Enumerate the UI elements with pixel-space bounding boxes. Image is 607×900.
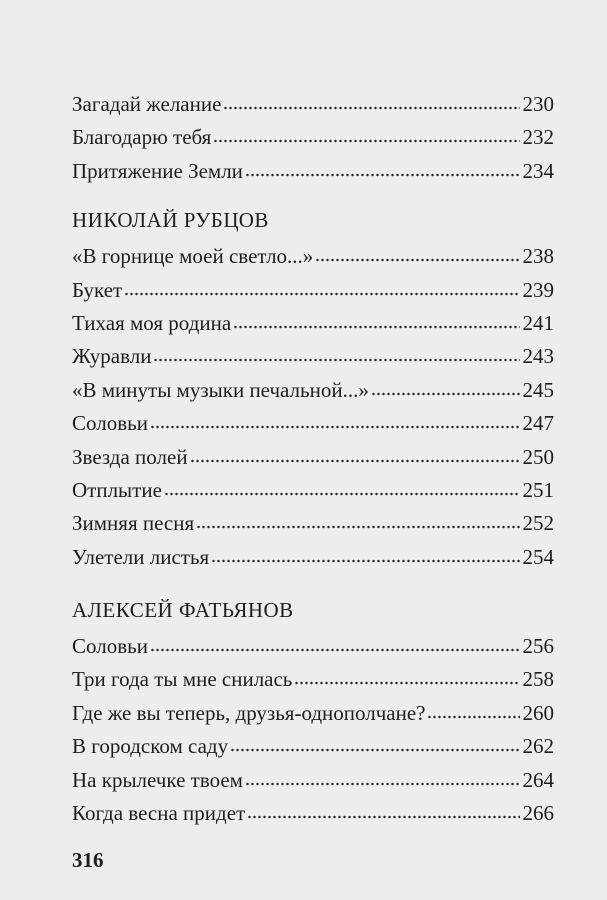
toc-entry-page: 262: [522, 734, 554, 759]
toc-entry-title: Загадай желание: [72, 92, 222, 116]
toc-entry: [72, 507, 554, 540]
toc-entry: [72, 407, 554, 440]
toc-entry: [72, 630, 554, 663]
dot-leader: [371, 392, 520, 396]
dot-leader: [245, 782, 520, 786]
toc-entry: [72, 307, 554, 340]
toc-entry-title: Тихая моя родина: [72, 310, 232, 335]
toc-entry-page: 239: [522, 277, 554, 302]
toc-entry-page: 260: [522, 700, 554, 725]
toc-entry-title: «В минуты музыки печальной...»: [72, 377, 369, 402]
toc-entry-title: Когда весна придет: [72, 801, 246, 826]
toc-entry-title: На крылечке твоем: [72, 767, 243, 792]
toc-entry-page: 250: [522, 444, 554, 469]
toc-entry: [72, 764, 554, 797]
dot-leader: [230, 748, 519, 752]
toc-entry-title: Благодарю тебя: [72, 125, 212, 150]
toc-section: [72, 593, 554, 830]
toc-entry-title: Притяжение Земли: [72, 158, 243, 183]
author-heading: НИКОЛАЙ РУБЦОВ: [72, 208, 269, 233]
dot-leader: [211, 559, 519, 563]
toc-entry-page: 245: [522, 377, 554, 402]
toc-section: [72, 203, 554, 574]
toc-entry: [72, 274, 554, 307]
toc-entry: [72, 797, 554, 830]
toc-entry-title: В городском саду: [72, 734, 229, 759]
dot-leader: [150, 648, 520, 652]
toc-entry: [72, 121, 554, 154]
toc-entry: [72, 730, 554, 763]
dot-leader: [190, 459, 520, 463]
toc-entry-page: 234: [522, 158, 554, 183]
dot-leader: [315, 258, 519, 262]
dot-leader: [233, 325, 519, 329]
toc-entry-title: Три года ты мне снилась: [72, 667, 293, 692]
dot-leader: [124, 292, 519, 296]
toc-entry-title: Улетели листья: [72, 544, 210, 569]
dot-leader: [294, 681, 519, 685]
dot-leader: [245, 173, 520, 177]
toc-section: [72, 88, 554, 188]
dot-leader: [196, 525, 519, 529]
page-number: 316: [72, 848, 104, 872]
toc-entry-page: 232: [522, 125, 554, 150]
toc-entry-title: «В горнице моей светло...»: [72, 244, 314, 269]
toc-entry-title: Звезда полей: [72, 444, 188, 469]
toc-entry-page: 256: [522, 634, 554, 659]
toc-entry-title: Зимняя песня: [72, 511, 195, 536]
dot-leader: [223, 106, 519, 110]
toc-entry-page: 238: [522, 244, 554, 269]
toc-entry: [72, 88, 554, 121]
toc-entry: [72, 240, 554, 273]
toc-entry-page: 241: [522, 310, 554, 335]
toc-entry: [72, 541, 554, 574]
toc-entry: [72, 155, 554, 188]
toc-entry-title: Журавли: [72, 344, 152, 369]
toc-entry-title: Соловьи: [72, 411, 148, 436]
dot-leader: [150, 425, 520, 429]
toc-entry-page: 264: [522, 767, 554, 792]
toc-entry-page: 258: [522, 667, 554, 692]
author-heading: АЛЕКСЕЙ ФАТЬЯНОВ: [72, 598, 294, 623]
toc-entry-page: 252: [522, 511, 554, 536]
table-of-contents: [72, 88, 554, 830]
dot-leader: [164, 492, 520, 496]
toc-entry: [72, 474, 554, 507]
toc-entry-page: 247: [522, 411, 554, 436]
toc-entry-page: 230: [522, 92, 554, 116]
toc-entry: [72, 340, 554, 373]
dot-leader: [153, 358, 519, 362]
toc-entry-title: Соловьи: [72, 634, 148, 659]
dot-leader: [213, 139, 519, 143]
toc-entry-title: Где же вы теперь, друзья-однополчане?: [72, 700, 426, 725]
toc-entry: [72, 441, 554, 474]
toc-entry-page: 266: [522, 801, 554, 826]
toc-entry-page: 251: [522, 477, 554, 502]
toc-entry-title: Отплытие: [72, 477, 162, 502]
toc-entry: [72, 663, 554, 696]
toc-entry-page: 254: [522, 544, 554, 569]
toc-entry: [72, 374, 554, 407]
dot-leader: [427, 715, 519, 719]
toc-entry: [72, 697, 554, 730]
toc-entry-page: 243: [522, 344, 554, 369]
toc-entry-title: Букет: [72, 277, 123, 302]
dot-leader: [247, 815, 519, 819]
